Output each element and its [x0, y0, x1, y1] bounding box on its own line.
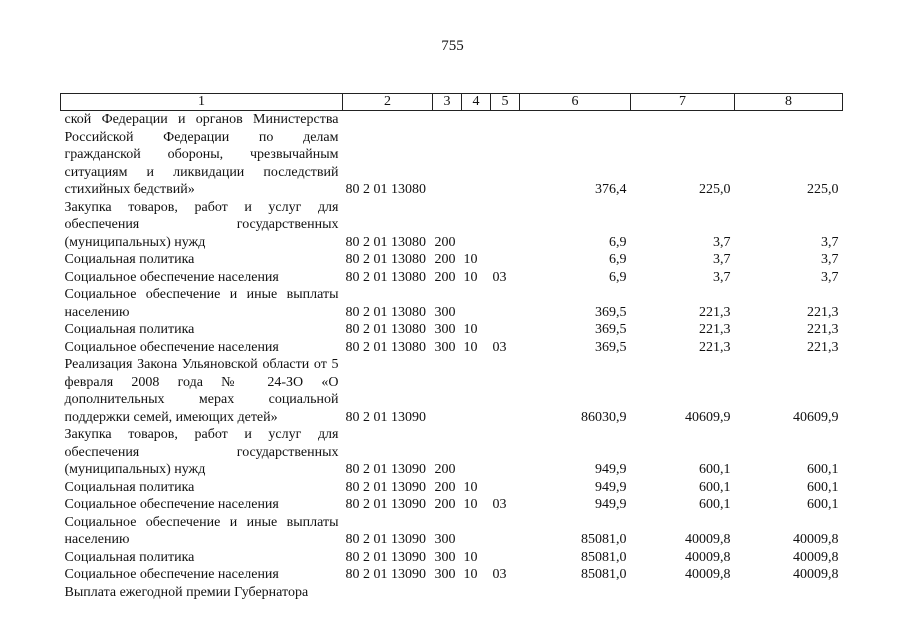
- table-row: [61, 269, 843, 287]
- row-target-code: 80 2 01 13080: [345, 339, 426, 355]
- row-value-col6: 86030,9: [581, 409, 627, 425]
- row-subsection: [491, 356, 520, 426]
- row-expense-type: 200: [434, 497, 456, 512]
- row-expense-type: 300: [434, 567, 456, 582]
- table-row: [61, 339, 843, 357]
- table-row: [61, 321, 843, 339]
- row-expense-type: 300: [434, 549, 456, 565]
- row-value-col8: 600,1: [807, 462, 839, 477]
- row-target-code: 80 2 01 13090: [345, 409, 426, 425]
- row-name: Социальная политика: [64, 322, 195, 337]
- row-value-col7: 40009,8: [685, 549, 731, 565]
- row-value-col8: 600,1: [807, 497, 839, 512]
- row-name: Социальная политика: [64, 479, 195, 495]
- row-subsection: [491, 584, 520, 602]
- row-subsection: [491, 111, 520, 199]
- row-expense-type: 200: [434, 234, 456, 250]
- row-value-col8: 40009,8: [793, 549, 839, 565]
- row-section: [462, 514, 491, 549]
- row-name: ской Федерации и органов Министерства Российской Федерации по делам гражданской обороны, чрезвычайным ситуациям и ликвидации последствий стихийных бедствий»: [64, 112, 339, 197]
- row-value-col7: 3,7: [713, 234, 731, 250]
- header-cell: 4: [462, 94, 491, 111]
- row-section: 10: [463, 269, 478, 285]
- row-value-col7: 221,3: [699, 322, 731, 337]
- row-name: Социальное обеспечение населения: [64, 269, 279, 285]
- row-section: 10: [463, 339, 478, 355]
- table-row: [61, 286, 843, 321]
- row-section: [462, 111, 491, 199]
- header-cell: 6: [520, 94, 631, 111]
- row-value-col8: 3,7: [821, 269, 839, 285]
- row-value-col6: 949,9: [595, 479, 627, 495]
- row-section: 10: [463, 252, 478, 267]
- row-section: 10: [463, 567, 478, 582]
- table-row: [61, 549, 843, 567]
- row-value-col7: 40609,9: [685, 409, 731, 425]
- row-target-code: 80 2 01 13090: [345, 532, 426, 547]
- table-row: [61, 356, 843, 426]
- row-expense-type: 300: [434, 532, 456, 547]
- row-value-col6: 85081,0: [581, 532, 627, 547]
- row-value-col6: [520, 584, 631, 602]
- row-value-col7: 600,1: [699, 497, 731, 512]
- row-target-code: 80 2 01 13090: [345, 479, 426, 495]
- row-value-col6: 376,4: [595, 182, 627, 197]
- row-subsection: [491, 251, 520, 269]
- table-row: [61, 496, 843, 514]
- row-value-col6: 85081,0: [581, 567, 627, 582]
- table-header: [61, 94, 843, 111]
- row-value-col7: 600,1: [699, 462, 731, 477]
- row-value-col7: 40009,8: [685, 567, 731, 582]
- row-section: [462, 426, 491, 479]
- page-number: 755: [441, 38, 464, 54]
- row-expense-type: [433, 356, 462, 426]
- table-row: [61, 251, 843, 269]
- row-value-col7: 221,3: [699, 304, 731, 320]
- header-cell: 7: [631, 94, 735, 111]
- row-section: 10: [463, 479, 478, 495]
- row-subsection: 03: [492, 567, 507, 582]
- row-section: [462, 356, 491, 426]
- row-expense-type: 200: [434, 462, 456, 477]
- row-name: Закупка товаров, работ и услуг для обеспечения государственных (муниципальных) нужд: [64, 199, 339, 250]
- row-value-col6: 369,5: [595, 304, 627, 320]
- header-cell: 2: [343, 94, 433, 111]
- row-name: Социальное обеспечение и иные выплаты населению: [64, 287, 339, 320]
- row-target-code: [343, 584, 433, 602]
- row-expense-type: 300: [434, 339, 456, 355]
- row-expense-type: 200: [434, 479, 456, 495]
- table-row: [61, 426, 843, 479]
- row-subsection: [491, 321, 520, 339]
- row-value-col8: [735, 584, 843, 602]
- header-cell: 1: [61, 94, 343, 111]
- row-expense-type: [433, 584, 462, 602]
- row-section: [462, 286, 491, 321]
- row-section: [462, 199, 491, 252]
- row-value-col7: 3,7: [713, 269, 731, 285]
- row-value-col8: 600,1: [807, 479, 839, 495]
- row-section: 10: [463, 549, 478, 565]
- row-subsection: 03: [492, 269, 507, 285]
- row-subsection: 03: [492, 497, 507, 512]
- table-row: [61, 479, 843, 497]
- table-row: [61, 111, 843, 199]
- row-value-col8: 40009,8: [793, 567, 839, 582]
- row-section: [462, 584, 491, 602]
- row-subsection: [491, 479, 520, 497]
- row-subsection: [491, 199, 520, 252]
- table-row: [61, 199, 843, 252]
- row-value-col6: 949,9: [595, 462, 627, 477]
- row-expense-type: 200: [434, 269, 456, 285]
- row-name: Социальное обеспечение населения: [64, 497, 279, 512]
- row-name: Социальное обеспечение населения: [64, 567, 279, 582]
- row-name: Социальная политика: [64, 252, 195, 267]
- budget-table: [60, 93, 843, 601]
- row-expense-type: 200: [434, 252, 456, 267]
- table-body: [61, 111, 843, 602]
- row-value-col6: 6,9: [609, 252, 627, 267]
- row-value-col7: 221,3: [699, 339, 731, 355]
- row-target-code: 80 2 01 13090: [345, 462, 426, 477]
- row-target-code: 80 2 01 13080: [345, 322, 426, 337]
- header-cell: 5: [491, 94, 520, 111]
- row-target-code: 80 2 01 13090: [345, 549, 426, 565]
- row-expense-type: 300: [434, 304, 456, 320]
- row-target-code: 80 2 01 13080: [345, 304, 426, 320]
- row-section: 10: [463, 497, 478, 512]
- row-name: Социальное обеспечение населения: [64, 339, 279, 355]
- row-value-col6: 6,9: [609, 234, 627, 250]
- row-value-col6: 369,5: [595, 339, 627, 355]
- row-value-col8: 221,3: [807, 322, 839, 337]
- row-value-col7: [631, 584, 735, 602]
- row-value-col8: 225,0: [807, 182, 839, 197]
- row-value-col7: 40009,8: [685, 532, 731, 547]
- row-name: Реализация Закона Ульяновской области от 5 февраля 2008 года № 24-ЗО «О дополнительных мерах социальной поддержки семей, имеющих детей»: [64, 357, 339, 425]
- row-target-code: 80 2 01 13080: [345, 182, 426, 197]
- row-value-col8: 221,3: [807, 304, 839, 320]
- row-value-col6: 369,5: [595, 322, 627, 337]
- header-row: [61, 94, 843, 111]
- row-name: Выплата ежегодной премии Губернатора: [64, 584, 309, 600]
- header-cell: 3: [433, 94, 462, 111]
- table-row: [61, 566, 843, 584]
- row-name: Закупка товаров, работ и услуг для обеспечения государственных (муниципальных) нужд: [64, 427, 339, 477]
- row-target-code: 80 2 01 13090: [345, 497, 426, 512]
- row-subsection: 03: [492, 339, 507, 355]
- row-name: Социальное обеспечение и иные выплаты населению: [64, 514, 339, 547]
- row-value-col6: 85081,0: [581, 549, 627, 565]
- row-subsection: [491, 286, 520, 321]
- row-expense-type: [433, 111, 462, 199]
- table-row: [61, 584, 843, 602]
- row-subsection: [491, 514, 520, 549]
- row-subsection: [491, 549, 520, 567]
- row-target-code: 80 2 01 13080: [345, 269, 426, 285]
- row-target-code: 80 2 01 13090: [345, 567, 426, 582]
- row-value-col7: 600,1: [699, 479, 731, 495]
- row-value-col7: 3,7: [713, 252, 731, 267]
- row-section: 10: [463, 322, 478, 337]
- row-value-col8: 221,3: [807, 339, 839, 355]
- row-value-col7: 225,0: [699, 182, 731, 197]
- row-value-col8: 3,7: [821, 252, 839, 267]
- table-row: [61, 514, 843, 549]
- header-cell: 8: [735, 94, 843, 111]
- row-value-col8: 3,7: [821, 234, 839, 250]
- row-value-col8: 40009,8: [793, 532, 839, 547]
- row-subsection: [491, 426, 520, 479]
- row-target-code: 80 2 01 13080: [345, 234, 426, 250]
- row-target-code: 80 2 01 13080: [345, 252, 426, 267]
- row-expense-type: 300: [434, 322, 456, 337]
- row-value-col8: 40609,9: [793, 409, 839, 425]
- row-name: Социальная политика: [64, 549, 195, 565]
- row-value-col6: 949,9: [595, 497, 627, 512]
- row-value-col6: 6,9: [609, 269, 627, 285]
